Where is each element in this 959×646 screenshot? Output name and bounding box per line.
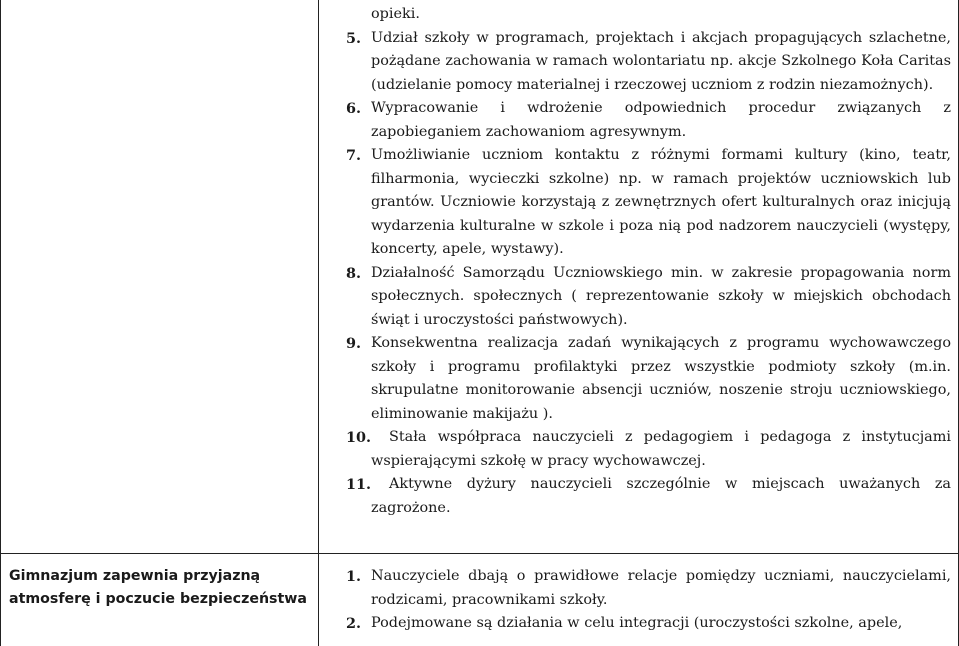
continuation-text: opieki. [371,6,420,22]
list-item-7: 7. Umożliwianie uczniom kontaktu z różnymi formami kultury (kino, teatr, filharmonia, wycieczki szkolne) np. w ramach projektów uczniowskich lub grantów. Uczniowie korzystają z zewnętrznych ofert kulturalnych oraz inicjują wydarzenia kulturalne w szkole i poza nią pod nadzorem nauczycieli (występy, koncerty, apele, wystawy). [346,147,951,257]
bottom-content-cell [346,565,951,636]
table-border-left [0,0,1,646]
list-item-9: 9. Konsekwentna realizacja zadań wynikających z programu wychowawczego szkoły i programu profilaktyki przez wszystkie podmioty szkoły (m.in. skrupulatne monitorowanie absencji uczniów, noszenie stroju uczniowskiego, eliminowanie makijażu ). [346,335,951,422]
list-item-2: 2. Podejmowane są działania w celu integracji (uroczystości szkolne, apele, [346,615,903,632]
list-item-1: 1. Nauczyciele dbają o prawidłowe relacje pomiędzy uczniami, nauczycielami, rodzicami, pracownikami szkoły. [346,568,951,608]
section-label: Gimnazjum zapewnia przyjazną atmosferę i poczucie bezpieczeństwa [9,568,307,607]
list-item-11: 11. Aktywne dyżury nauczycieli szczególnie w miejscach uważanych za zagrożone. [346,476,951,516]
list-item-10: 10. Stała współpraca nauczycieli z pedagogiem i pedagoga z instytucjami wspierającymi szkołę w pracy wychowawczej. [346,429,951,469]
list-item-6: 6. Wypracowanie i wdrożenie odpowiednich procedur związanych z zapobieganiem zachowaniom agresywnym. [346,100,951,140]
top-content-cell [346,3,951,520]
list-item-5: 5. Udział szkoły w programach, projektach i akcjach propagujących szlachetne, pożądane zachowania w ramach wolontariatu np. akcje Szkolnego Koła Caritas (udzielanie pomocy materialnej i rzeczowej uczniom z rodzin niezamożnych). [346,29,951,93]
list-item-8: 8. Działalność Samorządu Uczniowskiego min. w zakresie propagowania norm społecznych. społecznych ( reprezentowanie szkoły w miejskich obchodach świąt i uroczystości państwowych). [346,264,951,328]
table-column-divider [318,0,319,646]
table-row-divider [0,553,959,554]
